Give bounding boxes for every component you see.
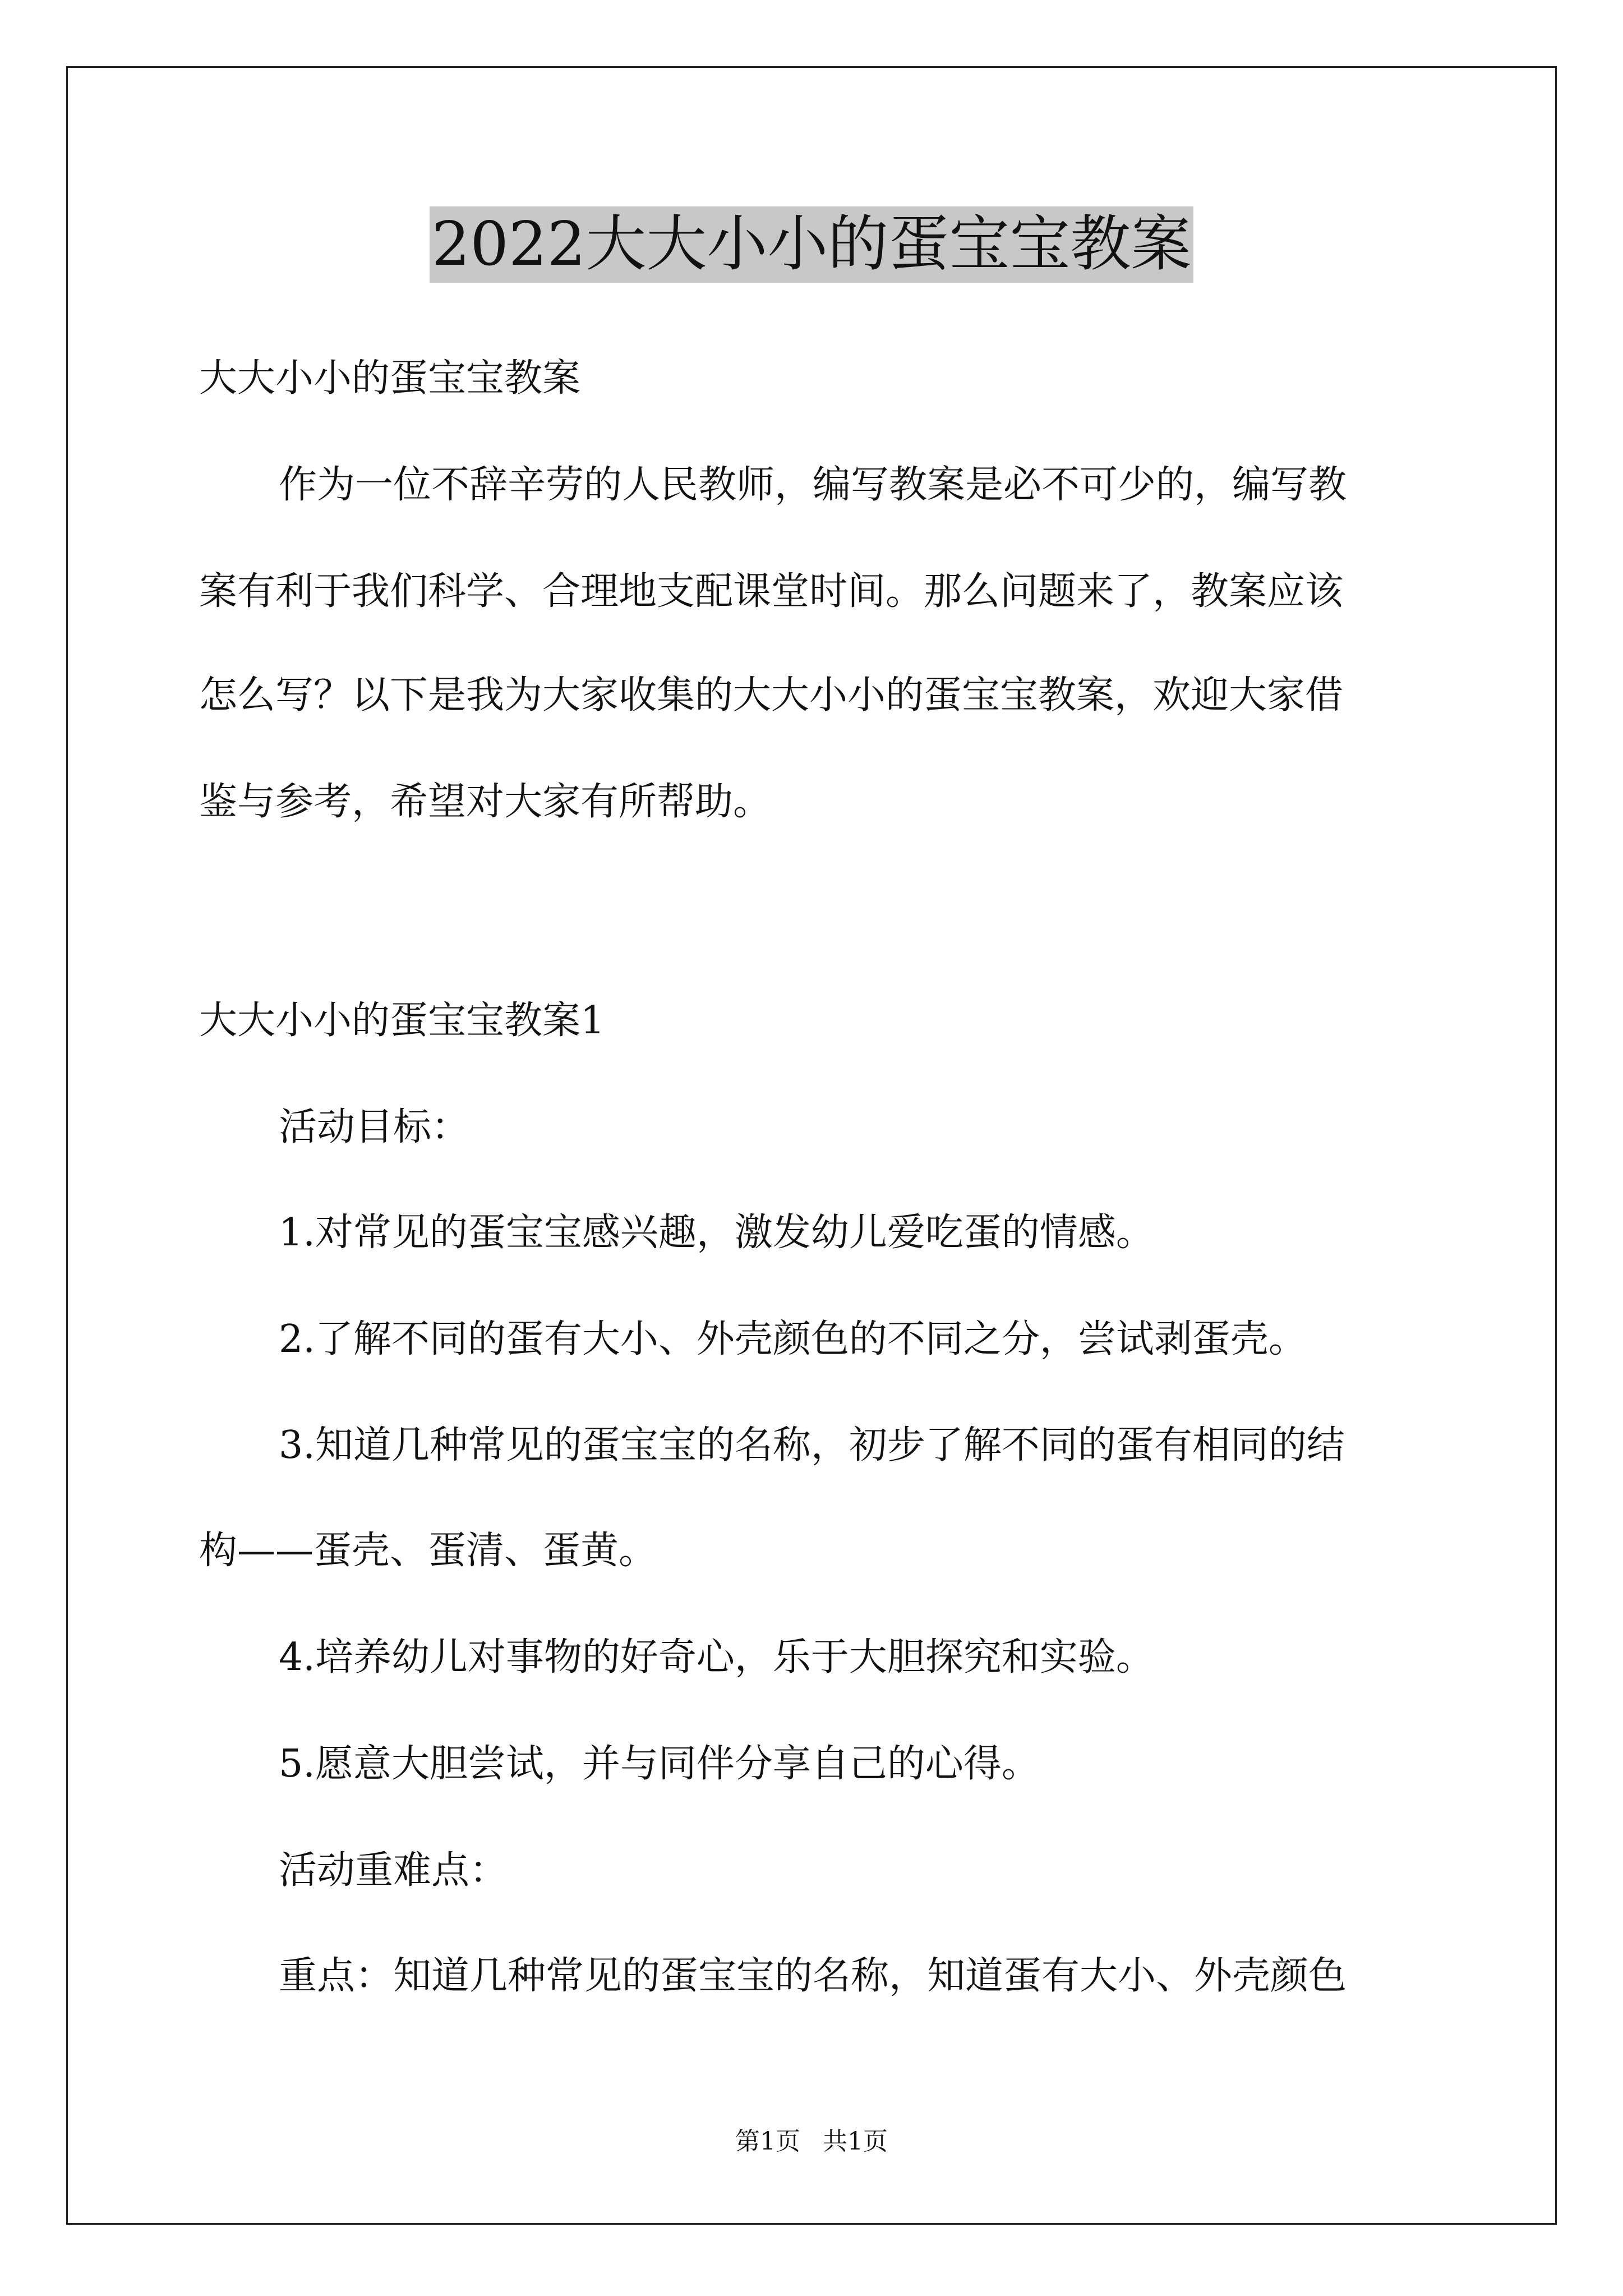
goal-item-2: 2.了解不同的蛋有大小、外壳颜色的不同之分，尝试剥蛋壳。 [279,1317,1307,1361]
intro-line-3: 怎么写？以下是我为大家收集的大大小小的蛋宝宝教案，欢迎大家借 [199,673,1344,717]
goal-item-4: 4.培养幼儿对事物的好奇心，乐于大胆探究和实验。 [279,1635,1154,1680]
key-point-line: 重点：知道几种常见的蛋宝宝的名称，知道蛋有大小、外壳颜色 [279,1954,1347,1998]
section-heading: 大大小小的蛋宝宝教案1 [199,999,605,1043]
page-number-current: 第1页 [735,2127,800,2156]
goal-item-3: 3.知道几种常见的蛋宝宝的名称，初步了解不同的蛋有相同的结 [279,1423,1345,1467]
document-subtitle: 大大小小的蛋宝宝教案 [199,356,581,401]
goal-item-3-continued: 构——蛋壳、蛋清、蛋黄。 [199,1529,657,1573]
goal-item-5: 5.愿意大胆尝试，并与同伴分享自己的心得。 [279,1742,1040,1786]
page-footer [0,2126,1623,2157]
intro-line-1: 作为一位不辞辛劳的人民教师，编写教案是必不可少的，编写教 [279,463,1347,507]
title-container [0,206,1623,283]
document-title: 2022大大小小的蛋宝宝教案 [430,206,1194,283]
goals-label: 活动目标： [279,1105,470,1149]
key-points-label: 活动重难点： [279,1848,508,1893]
intro-line-4: 鉴与参考，希望对大家有所帮助。 [199,780,772,824]
intro-line-2: 案有利于我们科学、合理地支配课堂时间。那么问题来了，教案应该 [199,569,1344,614]
page-number-total: 共1页 [823,2127,888,2156]
goal-item-1: 1.对常见的蛋宝宝感兴趣，激发幼儿爱吃蛋的情感。 [279,1211,1154,1255]
